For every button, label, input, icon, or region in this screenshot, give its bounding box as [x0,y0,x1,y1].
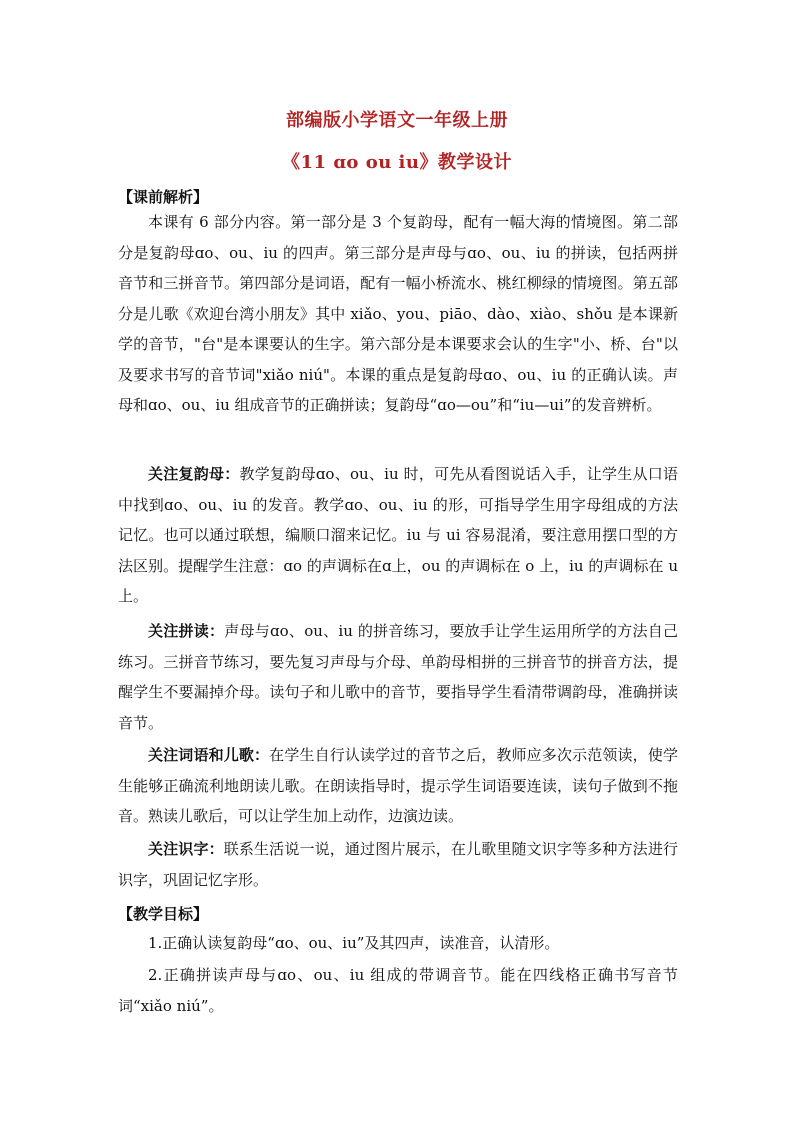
paragraph-text: 声母与ɑo、ou、iu 的拼音练习，要放手让学生运用所学的方法自己练习。三拼音节练习，要先复习声母与介母、单韵母相拼的三拼音节的拼音方法，提醒学生不要漏掉介母。读句子和儿歌中的音节，要指导学生看清带调韵母，准确拼读音节。 [118,622,678,732]
paragraph-text: 联系生活说一说，通过图片展示，在儿歌里随文识字等多种方法进行识字，巩固记忆字形。 [118,840,678,889]
section-heading-objectives: 【教学目标】 [118,905,209,923]
objective-item: 1.正确认读复韵母“ɑo、ou、iu”及其四声，读准音，认清形。 [148,934,560,952]
section-heading-analysis: 【课前解析】 [118,188,209,206]
paragraph-text: 在学生自行认读学过的音节之后，教师应多次示范领读，使学生能够正确流利地朗读儿歌。在朗读指导时，提示学生词语要连读，读句子做到不拖音。熟读儿歌后，可以让学生加上动作，边演边读。 [118,746,678,825]
paragraph-lead: 关注识字： [148,840,224,858]
document-subtitle: 《11 ɑo ou iu》教学设计 [282,152,512,173]
paragraph-lead: 关注复韵母： [148,465,240,483]
paragraph-text: 教学复韵母ɑo、ou、iu 时，可先从看图说话入手，让学生从口语中找到ɑo、ou、iu 的发音。教学ɑo、ou、iu 的形，可指导学生用字母组成的方法记忆。也可以通过联想，编顺口溜来记忆。iu 与 ui 容易混淆，要注意用摆口型的方法区别。提醒学生注意：ɑo 的声调标在ɑ上，ou 的声调标在 o 上，iu 的声调标在 u 上。 [118,465,678,605]
paragraph-lead: 关注拼读： [148,622,225,640]
objective-item: 2.正确拼读声母与ɑo、ou、iu 组成的带调音节。能在四线格正确书写音节词“xiǎo niú”。 [118,966,678,1015]
paragraph-lead: 关注词语和儿歌： [148,746,270,764]
paragraph-literacy [118,834,678,895]
paragraph-words-songs [118,740,678,832]
document-title: 部编版小学语文一年级上册 [286,110,508,131]
paragraph-spelling [118,616,678,738]
paragraph-intro: 本课有 6 部分内容。第一部分是 3 个复韵母，配有一幅大海的情境图。第二部分是复韵母ɑo、ou、iu 的四声。第三部分是声母与ɑo、ou、iu 的拼读，包括两拼音节和三拼音节。第四部分是词语，配有一幅小桥流水、桃红柳绿的情境图。第五部分是儿歌《欢迎台湾小朋友》其中 xiǎo、you、piāo、dào、xiào、shǒu 是本课新学的音节，"台"是本课要认的生字。第六部分是本课要求会认的生字"小、桥、台"以及要求书写的音节词"xiǎo niú"。本课的重点是复韵母ɑo、ou、iu 的正确认读。声母和ɑo、ou、iu 组成音节的正确拼读；复韵母“ɑo—ou”和“iu—ui”的发音辨析。 [118,213,678,414]
paragraph-finals [118,459,678,612]
